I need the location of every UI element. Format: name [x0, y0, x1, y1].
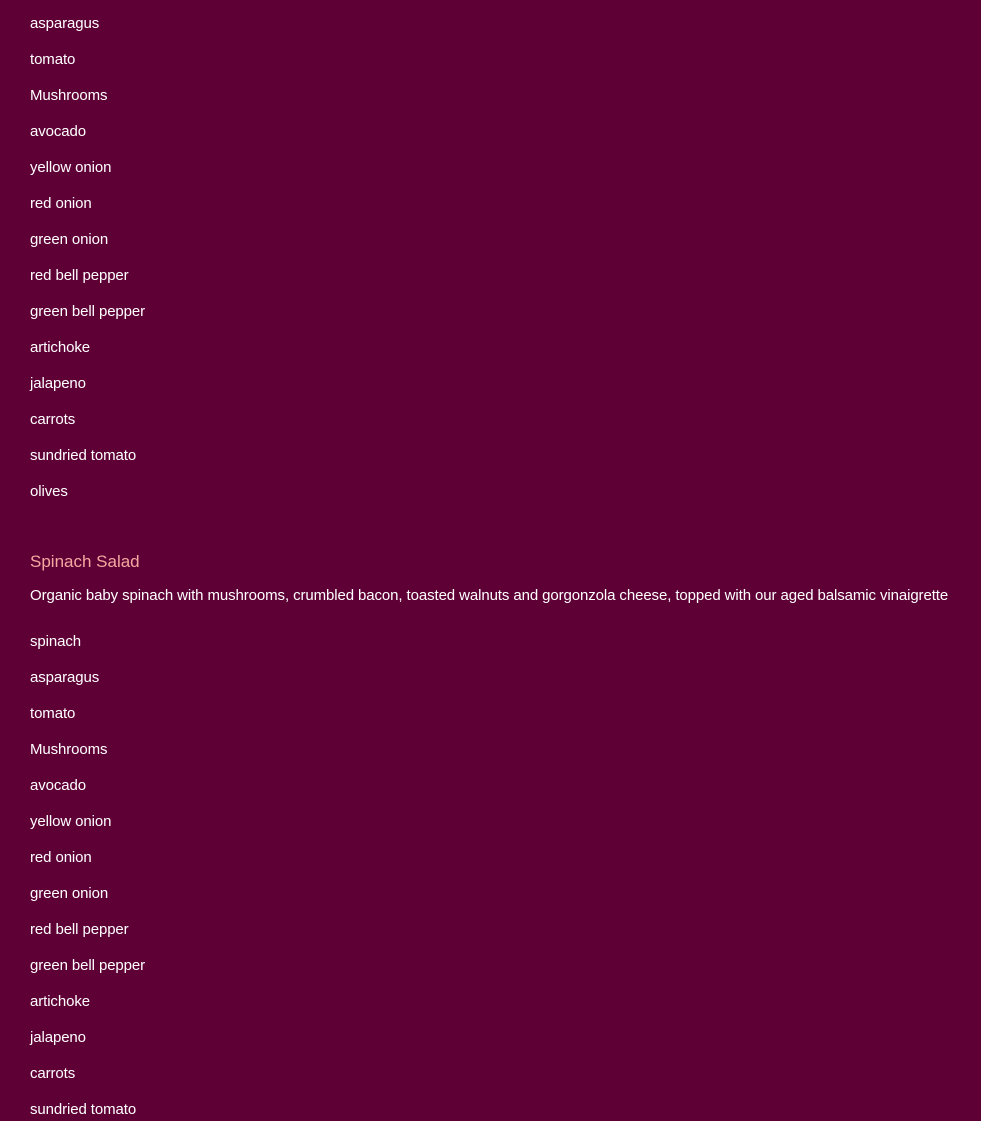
- ingredient-item: green onion: [30, 231, 109, 248]
- menu-page: [30, 14, 960, 1121]
- ingredient-item: spinach: [30, 633, 82, 650]
- ingredient-item: tomato: [30, 51, 76, 68]
- ingredient-item: carrots: [30, 1065, 76, 1082]
- ingredient-item: Mushrooms: [30, 741, 108, 758]
- ingredient-item: green onion: [30, 885, 109, 902]
- ingredient-list-spinach-salad: [30, 632, 960, 1121]
- ingredient-item: sundried tomato: [30, 447, 137, 464]
- ingredient-item: sundried tomato: [30, 1101, 137, 1118]
- ingredient-item: green bell pepper: [30, 957, 146, 974]
- ingredient-item: red bell pepper: [30, 267, 129, 284]
- ingredient-item: yellow onion: [30, 159, 112, 176]
- ingredient-item: avocado: [30, 777, 87, 794]
- ingredient-item: jalapeno: [30, 1029, 86, 1046]
- ingredient-item: green bell pepper: [30, 303, 146, 320]
- ingredient-item: artichoke: [30, 993, 90, 1010]
- ingredient-item: yellow onion: [30, 813, 112, 830]
- ingredient-item: red bell pepper: [30, 921, 129, 938]
- ingredient-list-top: [30, 14, 960, 518]
- spinach-salad-title[interactable]: Spinach Salad: [30, 552, 140, 571]
- ingredient-item: tomato: [30, 705, 76, 722]
- ingredient-item: asparagus: [30, 15, 100, 32]
- ingredient-item: olives: [30, 483, 68, 500]
- ingredient-item: avocado: [30, 123, 87, 140]
- ingredient-item: Mushrooms: [30, 87, 108, 104]
- ingredient-item: carrots: [30, 411, 76, 428]
- ingredient-item: red onion: [30, 849, 92, 866]
- ingredient-item: artichoke: [30, 339, 90, 356]
- spinach-salad-description: Organic baby spinach with mushrooms, crumbled bacon, toasted walnuts and gorgonzola cheese, topped with our aged balsamic vinaigrette: [30, 587, 949, 604]
- ingredient-item: jalapeno: [30, 375, 86, 392]
- ingredient-item: asparagus: [30, 669, 100, 686]
- spinach-salad-section: [30, 550, 960, 1121]
- ingredient-item: red onion: [30, 195, 92, 212]
